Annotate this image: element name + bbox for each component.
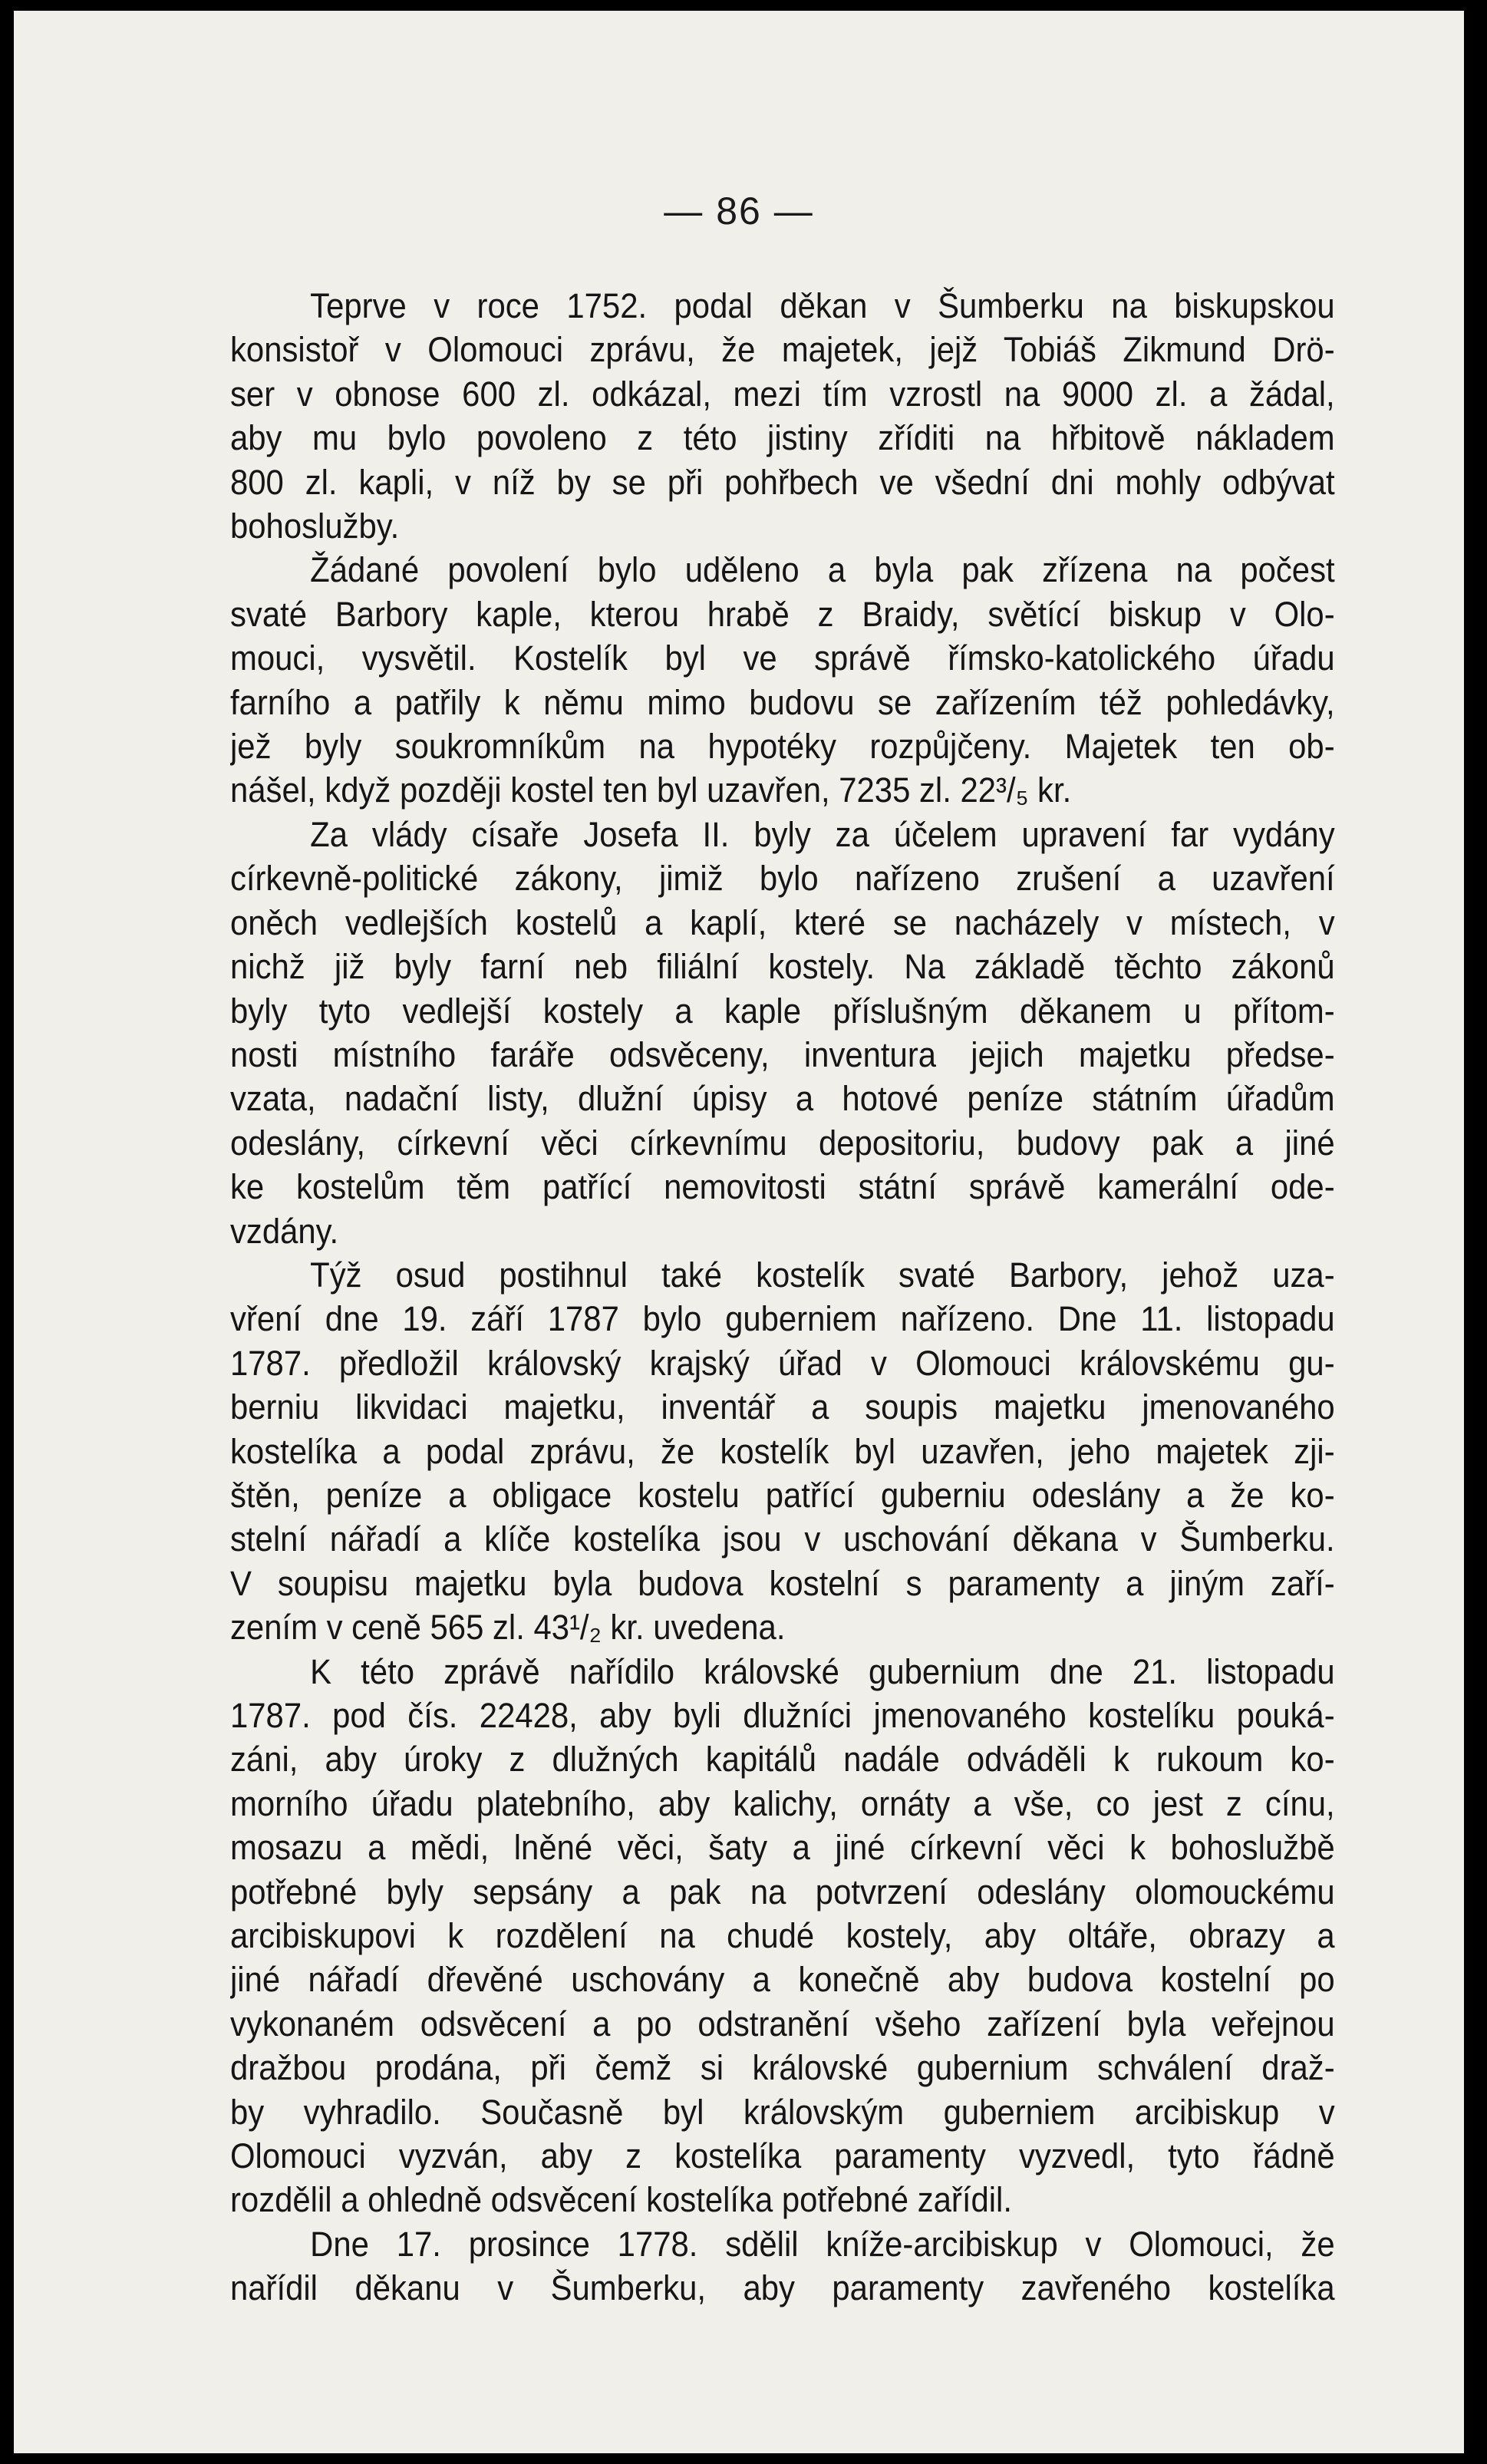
text-line: arcibiskupovi k rozdělení na chudé kostely, aby oltáře, obrazy a (230, 1916, 1335, 1956)
text-line: bohoslužby. (230, 506, 400, 546)
paragraph (230, 284, 1335, 548)
text-line: kostelíka a podal zprávu, že kostelík byl uzavřen, jeho majetek zji- (230, 1431, 1335, 1471)
text-line: jiné nářadí dřevěné uschovány a konečně aby budova kostelní po (230, 1960, 1335, 2000)
text-line: by vyhradilo. Současně byl královským guberniem arcibiskup v (230, 2092, 1335, 2132)
text-line: ke kostelům těm patřící nemovitosti státní správě kamerální ode- (230, 1167, 1335, 1207)
text-line: berniu likvidaci majetku, inventář a soupis majetku jmenovaného (230, 1387, 1335, 1427)
text-line: vření dne 19. září 1787 bylo guberniem nařízeno. Dne 11. listopadu (230, 1299, 1335, 1339)
text-line: farního a patřily k němu mimo budovu se zařízením též pohledávky, (230, 682, 1335, 722)
text-line: Za vlády císaře Josefa II. byly za účelem upravení far vydány (310, 814, 1335, 854)
text-line: V soupisu majetku byla budova kostelní s paramenty a jiným zaří- (230, 1563, 1335, 1603)
paragraph (230, 1650, 1335, 2222)
text-line: odeslány, církevní věci církevnímu depositoriu, budovy pak a jiné (230, 1123, 1335, 1163)
text-line: byly tyto vedlejší kostely a kaple příslušným děkanem u přítom- (230, 991, 1335, 1031)
text-line: Olomouci vyzván, aby z kostelíka paramenty vyzvedl, tyto řádně (230, 2136, 1335, 2176)
text-line: ser v obnose 600 zl. odkázal, mezi tím vzrostl na 9000 zl. a žádal, (230, 374, 1335, 414)
text-line: mouci, vysvětil. Kostelík byl ve správě římsko-katolického úřadu (230, 638, 1335, 678)
text-line: jež byly soukromníkům na hypotéky rozpůjčeny. Majetek ten ob- (230, 727, 1335, 767)
text-line: Dne 17. prosince 1778. sdělil kníže-arcibiskup v Olomouci, že (310, 2224, 1335, 2264)
text-line: zením v ceně 565 zl. 43¹/₂ kr. uvedena. (230, 1608, 786, 1648)
paragraph (230, 813, 1335, 1253)
text-line: 1787. předložil královský krajský úřad v Olomouci královskému gu- (230, 1343, 1335, 1383)
text-line: 1787. pod čís. 22428, aby byli dlužníci jmenovaného kostelíku pouká- (230, 1696, 1335, 1735)
text-line: vzata, nadační listy, dlužní úpisy a hotové peníze státním úřadům (230, 1079, 1335, 1119)
text-line: vzdány. (230, 1211, 339, 1251)
text-line: aby mu bylo povoleno z této jistiny zříditi na hřbitově nákladem (230, 418, 1335, 458)
page-number: — 86 — (664, 190, 814, 233)
text-line: vykonaném odsvěcení a po odstranění všeho zařízení byla veřejnou (230, 2004, 1335, 2043)
text-line: církevně-politické zákony, jimiž bylo nařízeno zrušení a uzavření (230, 859, 1335, 899)
body-text (230, 284, 1335, 2311)
text-line: oněch vedlejších kostelů a kaplí, které se nacházely v místech, v (230, 902, 1335, 942)
paragraph (230, 548, 1335, 812)
text-line: mosazu a mědi, lněné věci, šaty a jiné církevní věci k bohoslužbě (230, 1828, 1335, 1868)
text-line: stelní nářadí a klíče kostelíka jsou v uschování děkana v Šumberku. (230, 1519, 1335, 1559)
text-line: Týž osud postihnul také kostelík svaté Barbory, jehož uza- (310, 1255, 1335, 1295)
text-line: záni, aby úroky z dlužných kapitálů nadále odváděli k rukoum ko- (230, 1740, 1335, 1780)
text-line: svaté Barbory kaple, kterou hrabě z Braidy, světící biskup v Olo- (230, 594, 1335, 634)
text-line: 800 zl. kapli, v níž by se při pohřbech ve všední dni mohly odbývat (230, 462, 1335, 502)
paragraph (230, 2222, 1335, 2311)
text-line: nášel, když později kostel ten byl uzavřen, 7235 zl. 22³/₅ kr. (230, 770, 1072, 810)
text-line: Žádané povolení bylo uděleno a byla pak zřízena na počest (310, 550, 1335, 590)
paragraph (230, 1253, 1335, 1650)
text-line: konsistoř v Olomouci zprávu, že majetek, jejž Tobiáš Zikmund Drö- (230, 330, 1335, 370)
text-line: Teprve v roce 1752. podal děkan v Šumberku na biskupskou (310, 286, 1335, 325)
text-line: morního úřadu platebního, aby kalichy, ornáty a vše, co jest z cínu, (230, 1783, 1335, 1823)
text-line: nařídil děkanu v Šumberku, aby paramenty zavřeného kostelíka (230, 2268, 1335, 2308)
text-line: dražbou prodána, při čemž si královské gubernium schválení draž- (230, 2048, 1335, 2088)
text-line: nosti místního faráře odsvěceny, inventura jejich majetku předse- (230, 1034, 1335, 1074)
text-line: štěn, peníze a obligace kostelu patřící guberniu odeslány a že ko- (230, 1475, 1335, 1515)
text-line: rozdělil a ohledně odsvěcení kostelíka potřebné zařídil. (230, 2180, 1012, 2220)
text-line: K této zprávě nařídilo královské gubernium dne 21. listopadu (310, 1651, 1335, 1691)
text-line: potřebné byly sepsány a pak na potvrzení odeslány olomouckému (230, 1872, 1335, 1911)
text-line: nichž již byly farní neb filiální kostely. Na základě těchto zákonů (230, 947, 1335, 987)
book-page (14, 11, 1464, 2453)
